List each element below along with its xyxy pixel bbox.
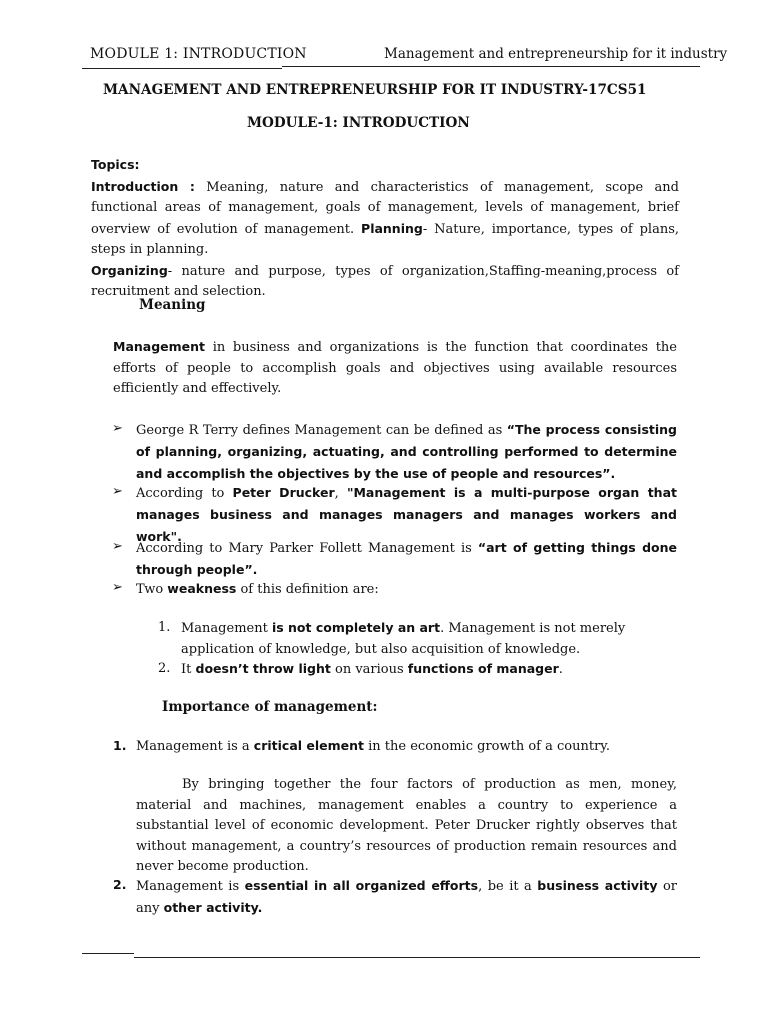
bullet-weakness-term: weakness — [167, 581, 237, 596]
module-subtitle: MODULE-1: INTRODUCTION — [247, 115, 470, 131]
meaning-paragraph — [113, 337, 677, 400]
bullet-drucker-name: Peter Drucker — [232, 485, 335, 500]
weakness-2-post: . — [558, 662, 563, 677]
importance-1-bold: critical element — [253, 738, 365, 753]
weakness-number-1: 1. — [158, 620, 171, 635]
organizing-text: - nature and purpose, types of organization,Staffing-meaning,process of recruitment and selection. — [91, 263, 679, 299]
weakness-2-bold-1: doesn’t throw light — [195, 661, 331, 676]
meaning-heading: Meaning — [139, 297, 206, 313]
topics-heading: Topics: — [91, 157, 140, 172]
bullet-terry-quote: “The process consisting of planning, organizing, actuating, and controlling performed to determine and accomplish the objectives by the use of people and resources”. — [136, 422, 677, 481]
meaning-bold-term: Management — [113, 339, 206, 354]
footer-rule-left — [82, 953, 134, 954]
intro-text: Meaning, nature and characteristics of management, scope and functional areas of management, goals of management, levels of management, brief overview of evolution of management. — [91, 179, 679, 237]
intro-label: Introduction : — [91, 178, 195, 194]
importance-number-2-text: 2. — [113, 877, 127, 892]
bullet-drucker-pre: According to — [136, 486, 233, 501]
arrow-bullet-icon: ➢ — [112, 421, 123, 436]
importance-number-1-text: 1. — [113, 738, 127, 753]
bullet-terry — [136, 419, 677, 485]
importance-item-2 — [136, 875, 677, 919]
importance-2-pre: Management is — [136, 879, 245, 894]
header-rule-left — [82, 68, 282, 69]
weakness-item-1 — [181, 618, 677, 660]
bullet-drucker-quote: "Management is a multi-purpose organ that manages business and manages managers and manages workers and work". — [136, 485, 677, 544]
arrow-bullet-icon: ➢ — [112, 484, 123, 499]
importance-number-1 — [113, 738, 126, 754]
weakness-item-2 — [181, 659, 677, 681]
arrow-bullet-icon: ➢ — [112, 539, 123, 554]
header-course-label: Management and entrepreneurship for it industry — [384, 46, 728, 62]
header-module-label: MODULE 1: INTRODUCTION — [90, 46, 307, 62]
document-title: MANAGEMENT AND ENTREPRENEURSHIP FOR IT INDUSTRY-17CS51 — [103, 82, 647, 98]
importance-item-1 — [136, 736, 677, 758]
planning-text: - Nature, importance, types of plans, steps in planning. — [91, 221, 680, 257]
organizing-label: Organizing — [91, 262, 168, 278]
importance-1-paragraph: By bringing together the four factors of production as men, money, material and machines, management enables a country to experience a substantial level of economic development. Peter Drucker rightly observes that without management, a country’s resources of production remain resources and never become production. — [136, 777, 677, 874]
weakness-2-mid: on various — [330, 662, 408, 677]
importance-2-mid-1: , be it a — [478, 879, 538, 894]
importance-2-bold-2: business activity — [537, 878, 658, 893]
meaning-text: in business and organizations is the function that coordinates the efforts of people to accomplish goals and objectives using available resources efficiently and effectively. — [113, 340, 677, 396]
importance-heading: Importance of management: — [162, 699, 378, 715]
importance-2-bold-1: essential in all organized efforts — [244, 878, 479, 893]
importance-2-bold-3: other activity. — [163, 900, 263, 915]
footer-rule-right — [134, 957, 700, 958]
weakness-1-post: . Management is not merely application of knowledge, but also acquisition of knowledge. — [181, 621, 626, 657]
importance-2-mid-2: or any — [136, 879, 677, 916]
bullet-follett — [136, 537, 677, 581]
bullet-follett-pre: According to Mary Parker Follett Management is — [136, 541, 478, 556]
weakness-number-2: 2. — [158, 661, 171, 676]
bullet-weakness-post: of this definition are: — [236, 582, 379, 597]
arrow-bullet-icon: ➢ — [112, 580, 123, 595]
weakness-1-bold: is not completely an art — [271, 620, 441, 635]
bullet-drucker-sep: , — [334, 486, 347, 501]
weakness-2-pre: It — [181, 662, 196, 677]
bullet-follett-quote: “art of getting things done through people”. — [136, 540, 677, 577]
bullet-terry-text: George R Terry defines Management can be defined as — [136, 423, 507, 438]
weakness-1-pre: Management — [181, 621, 272, 636]
weakness-2-bold-2: functions of manager — [407, 661, 559, 676]
importance-1-post: in the economic growth of a country. — [364, 739, 611, 754]
importance-number-2 — [113, 877, 126, 893]
planning-label: Planning — [361, 220, 423, 236]
bullet-weakness — [136, 578, 677, 600]
header-rule-right — [282, 66, 700, 67]
importance-1-pre: Management is a — [136, 739, 254, 754]
topics-block — [91, 155, 679, 303]
bullet-weakness-pre: Two — [136, 582, 168, 597]
